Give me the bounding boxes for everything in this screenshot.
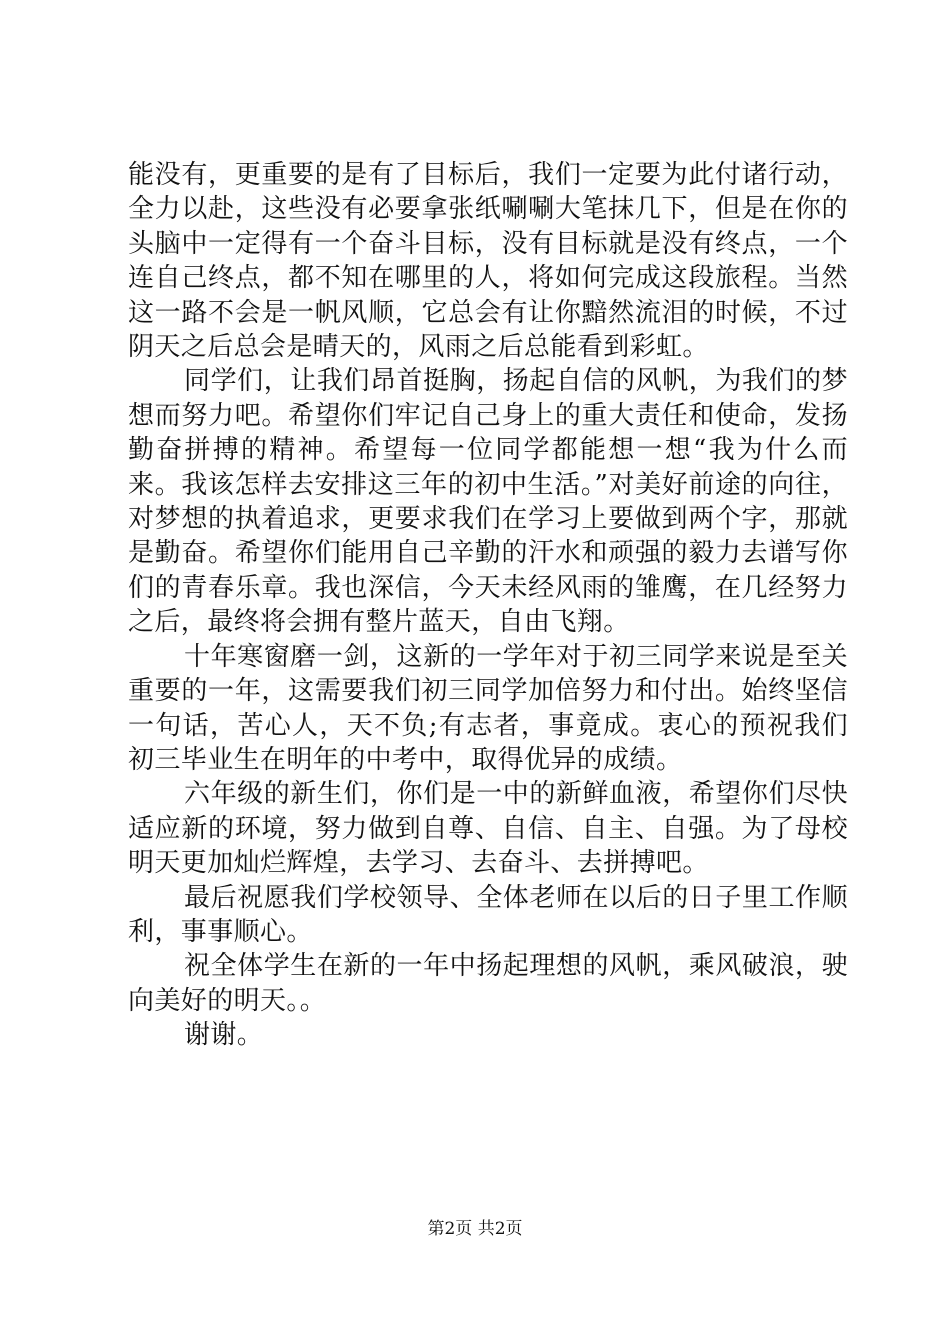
page-footer: 第2页 共2页 [427,1219,523,1239]
paragraph-teachers-wish: 最后祝愿我们学校领导、全体老师在以后的日子里工作顺利，事事顺心。 [128,882,848,947]
document-body [128,158,848,1053]
paragraph-students-wish: 祝全体学生在新的一年中扬起理想的风帆，乘风破浪，驶向美好的明天。。 [128,951,848,1016]
paragraph-grade-six: 六年级的新生们，你们是一中的新鲜血液，希望你们尽快适应新的环境，努力做到自尊、自信、自主、自强。为了母校明天更加灿烂辉煌，去学习、去奋斗、去拼搏吧。 [128,779,848,879]
paragraph-thanks: 谢谢。 [184,1020,264,1051]
paragraph-grade-three: 十年寒窗磨一剑，这新的一学年对于初三同学来说是至关重要的一年，这需要我们初三同学加倍努力和付出。始终坚信一句话，苦心人，天不负;有志者，事竟成。衷心的预祝我们初三毕业生在明年的中考中，取得优异的成绩。 [128,641,848,775]
paragraph-continued: 能没有，更重要的是有了目标后，我们一定要为此付诸行动，全力以赴，这些没有必要拿张纸唰唰大笔抹几下，但是在你的头脑中一定得有一个奋斗目标，没有目标就是没有终点，一个连自己终点，都不知在哪里的人，将如何完成这段旅程。当然这一路不会是一帆风顺，它总会有让你黯然流泪的时候，不过阴天之后总会是晴天的，风雨之后总能看到彩虹。 [128,160,848,363]
paragraph-dream: 同学们，让我们昂首挺胸，扬起自信的风帆，为我们的梦想而努力吧。希望你们牢记自己身上的重大责任和使命，发扬勤奋拼搏的精神。希望每一位同学都能想一想“我为什么而来。我该怎样去安排这三年的初中生活。”对美好前途的向往，对梦想的执着追求，更要求我们在学习上要做到两个字，那就是勤奋。希望你们能用自己辛勤的汗水和顽强的毅力去谱写你们的青春乐章。我也深信，今天未经风雨的雏鹰，在几经努力之后，最终将会拥有整片蓝天，自由飞翔。 [128,366,848,638]
